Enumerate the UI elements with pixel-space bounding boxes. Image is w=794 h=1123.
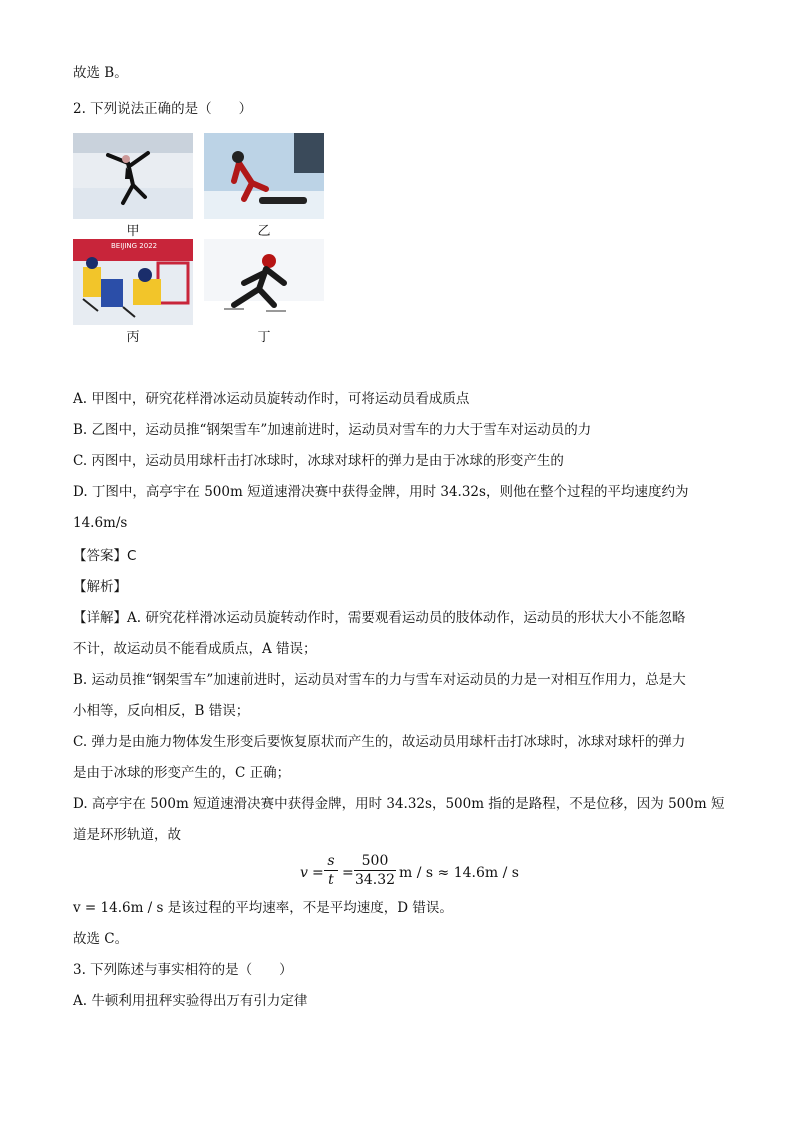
formula-eq-2: = xyxy=(342,865,354,881)
caption-yi: 乙 xyxy=(257,224,271,239)
fraction-t: t xyxy=(328,872,334,888)
photo-skeleton-sled xyxy=(204,133,324,219)
caption-jia: 甲 xyxy=(126,224,140,239)
detail-d-line-2: 道是环形轨道，故 xyxy=(73,827,181,843)
formula-eq-1: = xyxy=(312,865,324,881)
option-b: B. 乙图中，运动员推“钢架雪车”加速前进时，运动员对雪车的力大于雪车对运动员的力 xyxy=(73,422,592,438)
fraction-denominator: 34.32 xyxy=(354,872,396,888)
detail-c-line-2: 是由于冰球的形变产生的，C 正确； xyxy=(73,765,291,781)
question-3-option-a: A. 牛顿利用扭秤实验得出万有引力定律 xyxy=(73,993,308,1009)
caption-bing: 丙 xyxy=(126,330,140,345)
option-a: A. 甲图中，研究花样滑冰运动员旋转动作时，可将运动员看成质点 xyxy=(73,391,470,407)
fraction-s-over-t xyxy=(324,852,338,889)
option-d-line-1: D. 丁图中，高亭宇在 500m 短道速滑决赛中获得金牌，用时 34.32s，则他在整个过程的平均速度约为 xyxy=(73,484,689,500)
photo-ice-hockey xyxy=(73,239,193,325)
caption-ding: 丁 xyxy=(257,330,271,345)
fraction-500-over-3432 xyxy=(354,852,396,889)
detail-a-line-1: 【详解】A. 研究花样滑冰运动员旋转动作时，需要观看运动员的肢体动作，运动员的形状大小不能忽略 xyxy=(73,610,686,626)
detail-c-line-1: C. 弹力是由施力物体发生形变后要恢复原状而产生的，故运动员用球杆击打冰球时，冰球对球杆的弹力 xyxy=(73,734,686,750)
fraction-numerator: 500 xyxy=(354,852,396,871)
detail-d-line-1: D. 高亭宇在 500m 短道速滑决赛中获得金牌，用时 34.32s，500m 指的是路程，不是位移，因为 500m 短 xyxy=(73,796,725,812)
average-speed-note: v = 14.6m / s 是该过程的平均速率，不是平均速度，D 错误。 xyxy=(73,900,453,916)
detail-b-line-1: B. 运动员推“钢架雪车”加速前进时，运动员对雪车的力与雪车对运动员的力是一对相互作用力，总是大 xyxy=(73,672,686,688)
text-line-prev-answer: 故选 B。 xyxy=(73,65,128,81)
detail-a-line-2: 不计，故运动员不能看成质点，A 错误； xyxy=(73,641,317,657)
beijing-2022-banner: BEIJING 2022 xyxy=(111,242,158,250)
option-c: C. 丙图中，运动员用球杆击打冰球时，冰球对球杆的弹力是由于冰球的形变产生的 xyxy=(73,453,564,469)
formula-result: m / s ≈ 14.6m / s xyxy=(399,865,519,881)
question-3-stem: 3. 下列陈述与事实相符的是（ ） xyxy=(73,962,293,978)
answer-label: 【答案】C xyxy=(73,548,137,564)
question-2-stem: 2. 下列说法正确的是（ ） xyxy=(73,101,253,117)
photo-figure-skater xyxy=(73,133,193,219)
text-line-pick-c: 故选 C。 xyxy=(73,931,129,947)
detail-b-line-2: 小相等，反向相反，B 错误； xyxy=(73,703,250,719)
fraction-s: s xyxy=(324,852,338,871)
formula-v: v xyxy=(300,865,308,881)
analysis-label: 【解析】 xyxy=(73,579,127,595)
option-d-line-2: 14.6m/s xyxy=(73,515,128,531)
photo-speed-skater xyxy=(204,239,324,325)
